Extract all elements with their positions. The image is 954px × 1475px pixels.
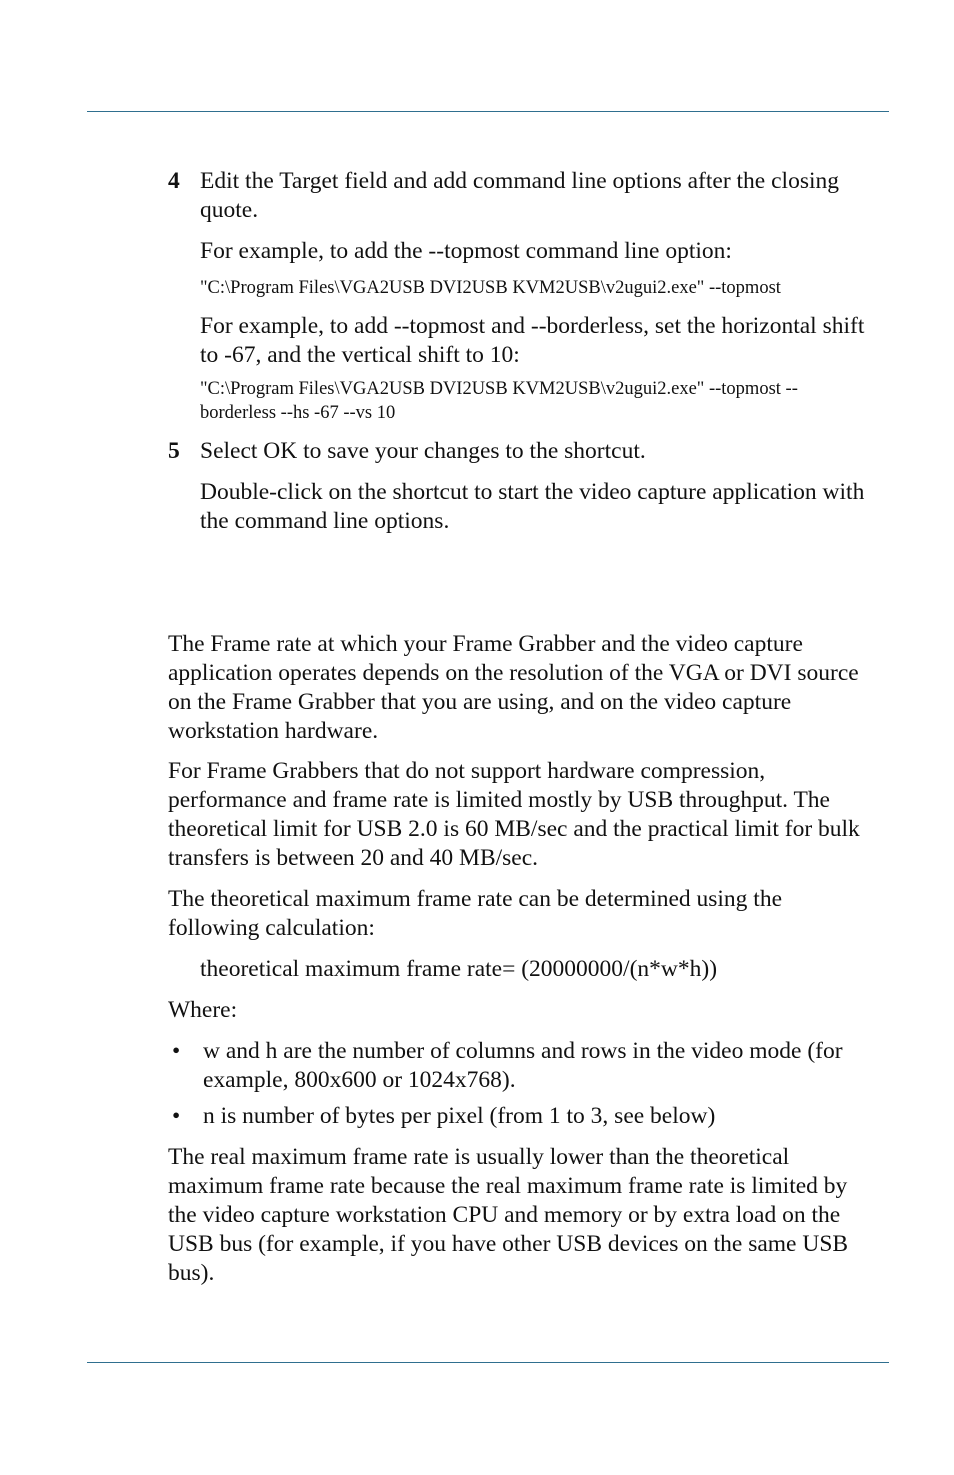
- list-item: [168, 1102, 868, 1131]
- example-command-topmost: "C:\Program Files\VGA2USB DVI2USB KVM2USB\v2ugui2.exe" --topmost: [200, 278, 781, 298]
- paragraph-calculation-intro: The theoretical maximum frame rate can be determined using the following calculation:: [168, 886, 783, 941]
- header-rule: [87, 111, 889, 112]
- list-item-text: n is number of bytes per pixel (from 1 to 3, see below): [203, 1103, 716, 1129]
- step-number: 4: [168, 168, 180, 194]
- step-number: 5: [168, 438, 180, 464]
- step-text: Select OK to save your changes to the shortcut.: [200, 438, 646, 464]
- example-intro-topmost: For example, to add the --topmost command line option:: [200, 238, 732, 264]
- bullet-icon: •: [172, 1103, 181, 1129]
- footer-rule: [87, 1362, 889, 1363]
- example-command-borderless: "C:\Program Files\VGA2USB DVI2USB KVM2USB\v2ugui2.exe" --topmost --borderless --hs -67 --vs 10: [200, 379, 798, 423]
- step-note: Double-click on the shortcut to start the video capture application with the command line options.: [200, 479, 865, 534]
- bullet-icon: •: [172, 1038, 181, 1064]
- paragraph-real-maximum: The real maximum frame rate is usually lower than the theoretical maximum frame rate because the real maximum frame rate is limited by the video capture workstation CPU and memory or by extra load on the USB bus (for example, if you have other USB devices on the same USB bus).: [168, 1144, 849, 1286]
- list-item: [168, 1037, 868, 1095]
- paragraph-usb-throughput: For Frame Grabbers that do not support hardware compression, performance and frame rate is limited mostly by USB throughput. The theoretical limit for USB 2.0 is 60 MB/sec and the practical limit for bulk transfers is between 20 and 40 MB/sec.: [168, 758, 860, 871]
- step-4: [168, 167, 868, 225]
- list-item-text: w and h are the number of columns and rows in the video mode (for example, 800x600 or 1024x768).: [203, 1038, 843, 1093]
- formula: theoretical maximum frame rate= (20000000/(n*w*h)): [200, 956, 718, 982]
- where-label: Where:: [168, 997, 238, 1023]
- paragraph-frame-rate-intro: The Frame rate at which your Frame Grabber and the video capture application operates depends on the resolution of the VGA or DVI source on the Frame Grabber that you are using, and on the video capture workstation hardware.: [168, 631, 859, 744]
- example-intro-borderless: For example, to add --topmost and --borderless, set the horizontal shift to -67, and the vertical shift to 10:: [200, 313, 865, 368]
- step-5: [168, 437, 868, 466]
- step-text: Edit the Target field and add command line options after the closing quote.: [200, 168, 839, 223]
